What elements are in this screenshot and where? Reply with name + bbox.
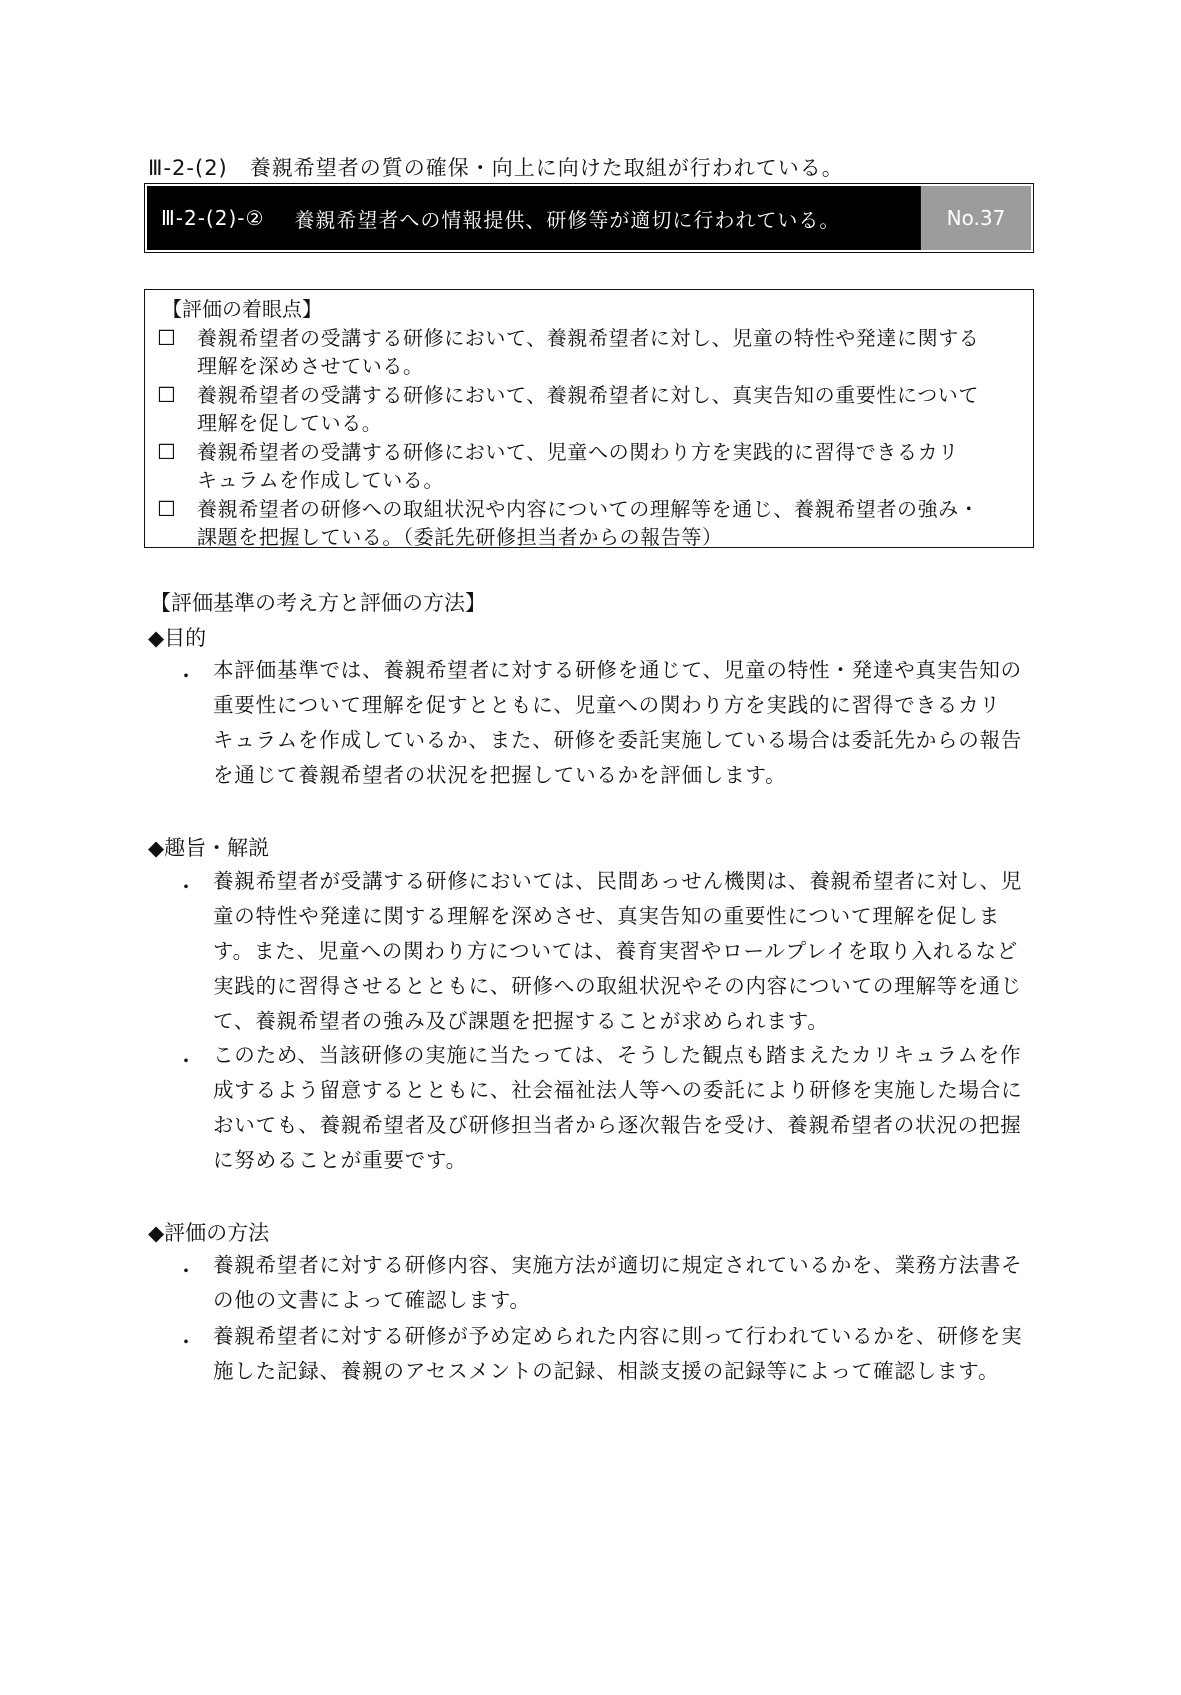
paragraph-line: キュラムを作成しているか、また、研修を委託実施している場合は委託先からの報告 bbox=[213, 728, 1023, 752]
explanation-heading: ◆趣旨・解説 bbox=[148, 836, 270, 860]
method-heading: ◆評価の方法 bbox=[148, 1221, 270, 1245]
bullet-mark: ・ bbox=[176, 664, 196, 688]
checkpoint-line: 課題を把握している。（委託先研修担当者からの報告等） bbox=[197, 525, 723, 549]
explanation-paragraph bbox=[213, 1038, 1022, 1178]
paragraph-line: 本評価基準では、養親希望者に対する研修を通じて、児童の特性・発達や真実告知の bbox=[213, 658, 1022, 682]
bullet-mark: ・ bbox=[176, 1330, 196, 1354]
standard-title: 養親希望者への情報提供、研修等が適切に行われている。 bbox=[294, 207, 841, 232]
checkpoint-line: キュラムを作成している。 bbox=[197, 468, 444, 492]
checkpoint-text bbox=[197, 381, 1023, 438]
criteria-title: 【評価基準の考え方と評価の方法】 bbox=[150, 591, 486, 615]
bullet-mark: ・ bbox=[176, 875, 196, 899]
checkpoint-item bbox=[157, 438, 1023, 495]
paragraph-line: に努めることが重要です。 bbox=[213, 1148, 467, 1172]
checkbox-icon[interactable]: ☐ bbox=[157, 496, 176, 521]
checkpoint-item bbox=[157, 495, 1023, 552]
checkpoint-item bbox=[157, 381, 1023, 438]
checkpoints-panel bbox=[144, 289, 1034, 548]
paragraph-line: す。また、児童への関わり方については、養育実習やロールプレイを取り入れるなど bbox=[213, 939, 1019, 963]
purpose-paragraph bbox=[213, 653, 1022, 793]
checkbox-icon[interactable]: ☐ bbox=[157, 382, 176, 407]
paragraph-line: を通じて養親希望者の状況を把握しているかを評価します。 bbox=[213, 763, 787, 787]
paragraph-line: 養親希望者に対する研修が予め定められた内容に則って行われているかを、研修を実 bbox=[213, 1324, 1023, 1348]
paragraph-line: 養親希望者に対する研修内容、実施方法が適切に規定されているかを、業務方法書そ bbox=[213, 1253, 1023, 1277]
bullet-mark: ・ bbox=[176, 1049, 196, 1073]
paragraph-line: 実践的に習得させるとともに、研修への取組状況やその内容についての理解等を通じ bbox=[213, 974, 1022, 998]
paragraph-line: 童の特性や発達に関する理解を深めさせ、真実告知の重要性について理解を促しま bbox=[213, 904, 1001, 928]
section-heading: Ⅲ-2-(2) 養親希望者の質の確保・向上に向けた取組が行われている。 bbox=[148, 156, 844, 180]
paragraph-line: て、養親希望者の強み及び課題を把握することが求められます。 bbox=[213, 1009, 829, 1033]
checkbox-icon[interactable]: ☐ bbox=[157, 325, 176, 350]
checkpoint-line: 養親希望者の研修への取組状況や内容についての理解等を通じ、養親希望者の強み・ bbox=[197, 496, 980, 521]
paragraph-line: 成するよう留意するとともに、社会福祉法人等への委託により研修を実施した場合に bbox=[213, 1078, 1023, 1102]
paragraph-line: 重要性について理解を促すとともに、児童への関わり方を実践的に習得できるカリ bbox=[213, 693, 1001, 717]
checkpoints-title: 【評価の着眼点】 bbox=[162, 297, 322, 321]
checkbox-icon[interactable]: ☐ bbox=[157, 439, 176, 464]
purpose-heading: ◆目的 bbox=[148, 626, 207, 650]
method-paragraph bbox=[213, 1319, 1022, 1389]
paragraph-line: の他の文書によって確認します。 bbox=[213, 1288, 531, 1312]
checkpoint-line: 養親希望者の受講する研修において、養親希望者に対し、真実告知の重要性について bbox=[197, 382, 979, 407]
explanation-paragraph bbox=[213, 864, 1022, 1039]
method-paragraph bbox=[213, 1248, 1022, 1318]
paragraph-line: 施した記録、養親のアセスメントの記録、相談支援の記録等によって確認します。 bbox=[213, 1359, 1000, 1383]
checkpoint-text bbox=[197, 438, 1023, 495]
checkpoint-line: 理解を深めさせている。 bbox=[197, 354, 424, 378]
checkpoint-line: 養親希望者の受講する研修において、児童への関わり方を実践的に習得できるカリ bbox=[197, 439, 959, 464]
checkpoint-item bbox=[157, 324, 1023, 381]
bullet-mark: ・ bbox=[176, 1259, 196, 1283]
standard-code: Ⅲ-2-(2)-② bbox=[161, 206, 265, 230]
checkpoint-text bbox=[197, 495, 1023, 552]
title-main bbox=[147, 186, 920, 250]
checkpoint-line: 理解を促している。 bbox=[197, 411, 383, 435]
paragraph-line: このため、当該研修の実施に当たっては、そうした観点も踏まえたカリキュラムを作 bbox=[213, 1043, 1022, 1067]
standard-title-bar bbox=[144, 183, 1034, 253]
paragraph-line: 養親希望者が受講する研修においては、民間あっせん機関は、養親希望者に対し、児 bbox=[213, 869, 1023, 893]
checkpoint-text bbox=[197, 324, 1023, 381]
checkpoint-line: 養親希望者の受講する研修において、養親希望者に対し、児童の特性や発達に関する bbox=[197, 325, 980, 350]
paragraph-line: おいても、養親希望者及び研修担当者から逐次報告を受け、養親希望者の状況の把握 bbox=[213, 1113, 1022, 1137]
standard-number: No.37 bbox=[920, 186, 1031, 250]
